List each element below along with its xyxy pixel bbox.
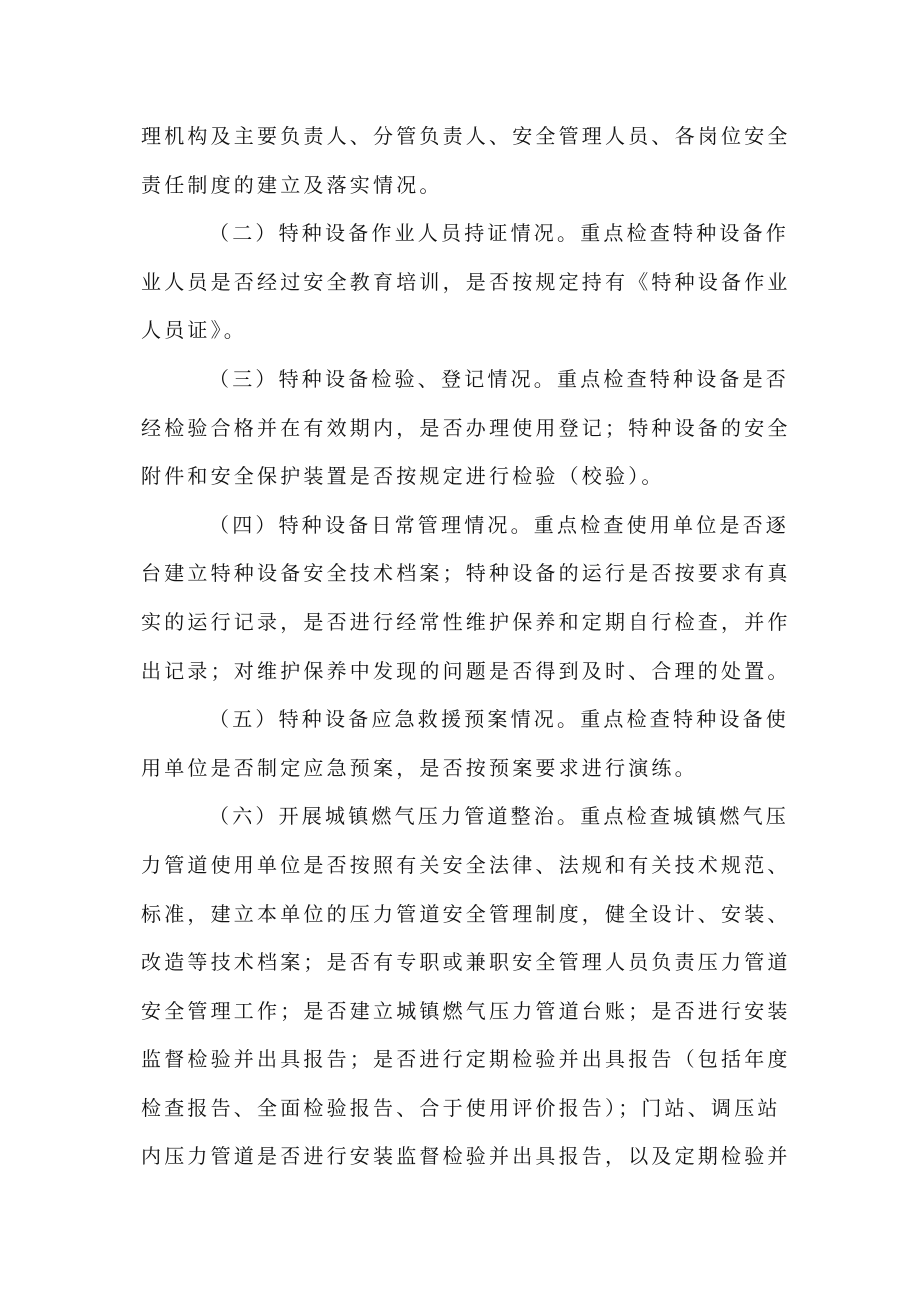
- text-line: 附件和安全保护装置是否按规定进行检验（校验）。: [141, 464, 665, 489]
- text-line: 力管道使用单位是否按照有关安全法律、法规和有关技术规范、: [141, 852, 791, 877]
- paragraph-first-line: （四）特种设备日常管理情况。重点检查使用单位是否逐: [209, 512, 789, 537]
- paragraph-first-line: （二）特种设备作业人员持证情况。重点检查特种设备作: [209, 221, 789, 246]
- text-line: 理机构及主要负责人、分管负责人、安全管理人员、各岗位安全: [141, 124, 791, 148]
- text-line: 实的运行记录，是否进行经常性维护保养和定期自行检查，并作: [141, 609, 791, 634]
- body-text: [141, 116, 791, 1185]
- text-line: 经检验合格并在有效期内，是否办理使用登记；特种设备的安全: [141, 415, 791, 440]
- text-line: 业人员是否经过安全教育培训，是否按规定持有《特种设备作业: [141, 269, 791, 294]
- paragraph-first-line: （六）开展城镇燃气压力管道整治。重点检查城镇燃气压: [209, 804, 789, 829]
- text-line: 监督检验并出具报告；是否进行定期检验并出具报告（包括年度: [141, 1047, 791, 1072]
- text-line: 出记录；对维护保养中发现的问题是否得到及时、合理的处置。: [141, 658, 791, 683]
- paragraph-first-line: （五）特种设备应急救援预案情况。重点检查特种设备使: [209, 707, 789, 732]
- text-line: 台建立特种设备安全技术档案；特种设备的运行是否按要求有真: [141, 561, 791, 586]
- text-line: 安全管理工作；是否建立城镇燃气压力管道台账；是否进行安装: [141, 998, 791, 1023]
- text-line: 用单位是否制定应急预案，是否按预案要求进行演练。: [141, 755, 698, 780]
- text-line: 标准，建立本单位的压力管道安全管理制度，健全设计、安装、: [141, 901, 791, 926]
- text-line: 检查报告、全面检验报告、合于使用评价报告）；门站、调压站: [141, 1095, 781, 1120]
- text-line: 内压力管道是否进行安装监督检验并出具报告，以及定期检验并: [141, 1144, 791, 1169]
- paragraph-first-line: （三）特种设备检验、登记情况。重点检查特种设备是否: [209, 366, 789, 391]
- text-line: 责任制度的建立及落实情况。: [141, 172, 443, 197]
- text-line: 人员证》。: [141, 318, 247, 343]
- text-line: 改造等技术档案；是否有专职或兼职安全管理人员负责压力管道: [141, 950, 791, 975]
